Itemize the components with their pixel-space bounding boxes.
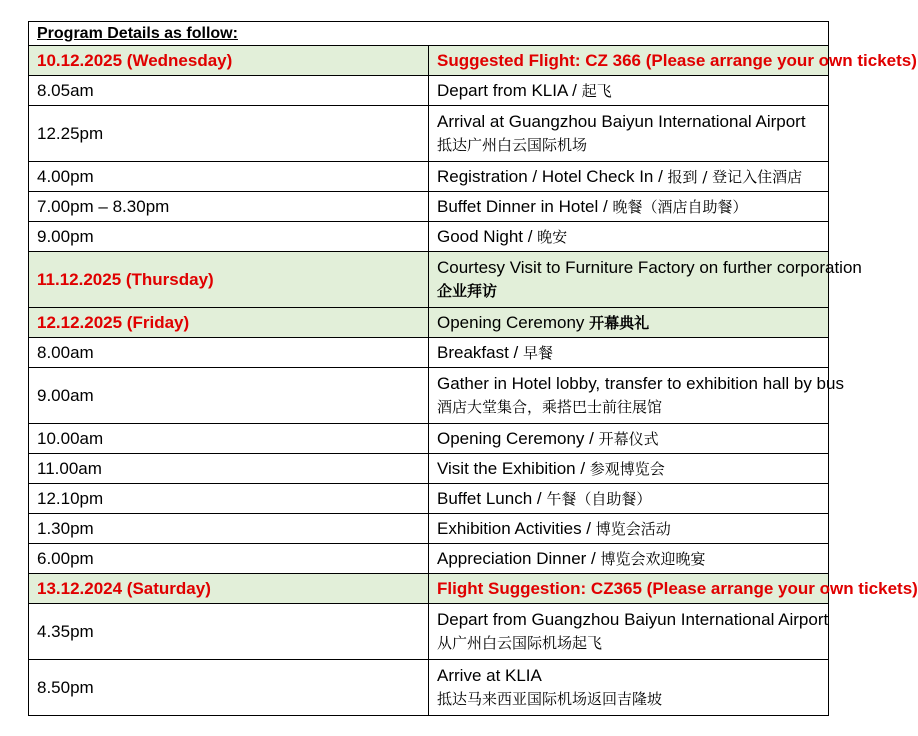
activity-cell — [429, 252, 862, 308]
day-date-cell: 13.12.2024 (Saturday) — [29, 574, 429, 604]
activity-chinese: 抵达广州白云国际机场 — [437, 136, 588, 154]
activity-cell — [429, 604, 829, 660]
activity-chinese: 午餐（自助餐） — [546, 489, 652, 508]
activity-chinese: 起飞 — [581, 81, 612, 100]
schedule-row — [29, 308, 829, 338]
time-cell: 7.00pm – 8.30pm — [29, 192, 429, 222]
schedule-row — [29, 76, 829, 106]
activity-chinese: 抵达马来西亚国际机场返回吉隆坡 — [437, 690, 663, 708]
table-header-row — [29, 22, 829, 46]
activity-cell — [429, 338, 829, 368]
activity-english: Depart from KLIA / — [437, 80, 582, 100]
activity-english: Courtesy Visit to Furniture Factory on further corporation — [437, 258, 862, 277]
activity-english: Appreciation Dinner / — [437, 548, 601, 568]
schedule-row — [29, 162, 829, 192]
activity-cell — [429, 76, 829, 106]
time-cell: 1.30pm — [29, 514, 429, 544]
schedule-row — [29, 338, 829, 368]
day-date-cell: 10.12.2025 (Wednesday) — [29, 46, 429, 76]
activity-english: Visit the Exhibition / — [437, 458, 590, 478]
schedule-row — [29, 604, 829, 660]
time-cell: 12.25pm — [29, 106, 429, 162]
activity-english: Breakfast / — [437, 342, 523, 362]
activity-english: Registration / Hotel Check In / — [437, 166, 668, 186]
activity-english: Opening Ceremony / — [437, 428, 599, 448]
activity-cell — [429, 46, 917, 76]
activity-cell — [429, 162, 829, 192]
activity-cell — [429, 106, 829, 162]
activity-cell — [429, 660, 829, 716]
schedule-row — [29, 222, 829, 252]
activity-english: Arrival at Guangzhou Baiyun International Airport — [437, 112, 806, 131]
time-cell: 10.00am — [29, 424, 429, 454]
schedule-row — [29, 192, 829, 222]
activity-cell — [429, 192, 829, 222]
time-cell: 9.00pm — [29, 222, 429, 252]
activity-cell — [429, 308, 829, 338]
time-cell: 8.05am — [29, 76, 429, 106]
activity-chinese: 晚安 — [537, 227, 568, 246]
activity-english: Flight Suggestion: CZ365 (Please arrange your own tickets) — [437, 579, 918, 598]
activity-cell — [429, 368, 844, 424]
schedule-row — [29, 106, 829, 162]
activity-cell — [429, 484, 829, 514]
activity-english: Depart from Guangzhou Baiyun International Airport — [437, 610, 829, 629]
activity-chinese: 晚餐（酒店自助餐） — [612, 197, 748, 216]
activity-chinese: 博览会活动 — [595, 519, 671, 538]
activity-english: Buffet Lunch / — [437, 488, 547, 508]
activity-cell — [429, 424, 829, 454]
day-date-cell: 11.12.2025 (Thursday) — [29, 252, 429, 308]
activity-english: Good Night / — [437, 226, 538, 246]
activity-cell — [429, 222, 829, 252]
activity-chinese: 开幕仪式 — [598, 429, 659, 448]
time-cell: 12.10pm — [29, 484, 429, 514]
time-cell: 4.00pm — [29, 162, 429, 192]
table-title-cell — [29, 22, 829, 46]
schedule-row — [29, 514, 829, 544]
schedule-row — [29, 46, 829, 76]
activity-english: Gather in Hotel lobby, transfer to exhibition hall by bus — [437, 374, 844, 393]
activity-english: Arrive at KLIA — [437, 666, 542, 685]
day-date-cell: 12.12.2025 (Friday) — [29, 308, 429, 338]
schedule-row — [29, 484, 829, 514]
activity-chinese: 企业拜访 — [437, 282, 498, 300]
activity-english: Opening Ceremony — [437, 312, 590, 332]
activity-cell — [429, 514, 829, 544]
time-cell: 6.00pm — [29, 544, 429, 574]
activity-english: Suggested Flight: CZ 366 (Please arrange your own tickets) — [437, 51, 917, 70]
time-cell: 9.00am — [29, 368, 429, 424]
activity-chinese: 开幕典礼 — [589, 313, 650, 332]
time-cell: 8.00am — [29, 338, 429, 368]
activity-chinese: 早餐 — [522, 343, 553, 362]
activity-cell — [429, 544, 829, 574]
activity-english: Exhibition Activities / — [437, 518, 596, 538]
program-table — [28, 21, 918, 716]
time-cell: 4.35pm — [29, 604, 429, 660]
activity-cell — [429, 454, 829, 484]
time-cell: 8.50pm — [29, 660, 429, 716]
activity-chinese: 从广州白云国际机场起飞 — [437, 634, 603, 652]
time-cell: 11.00am — [29, 454, 429, 484]
schedule-row — [29, 424, 829, 454]
schedule-row — [29, 368, 829, 424]
schedule-row — [29, 660, 829, 716]
activity-english: Buffet Dinner in Hotel / — [437, 196, 613, 216]
activity-chinese: 报到 / 登记入住酒店 — [667, 167, 803, 186]
activity-cell — [429, 574, 918, 604]
activity-chinese: 博览会欢迎晚宴 — [600, 549, 706, 568]
schedule-row — [29, 544, 829, 574]
schedule-row — [29, 252, 829, 308]
table-title: Program Details as follow: — [37, 25, 238, 42]
activity-chinese: 参观博览会 — [589, 459, 665, 478]
schedule-row — [29, 574, 829, 604]
schedule-row — [29, 454, 829, 484]
activity-chinese: 酒店大堂集合，乘搭巴士前往展馆 — [437, 398, 663, 416]
